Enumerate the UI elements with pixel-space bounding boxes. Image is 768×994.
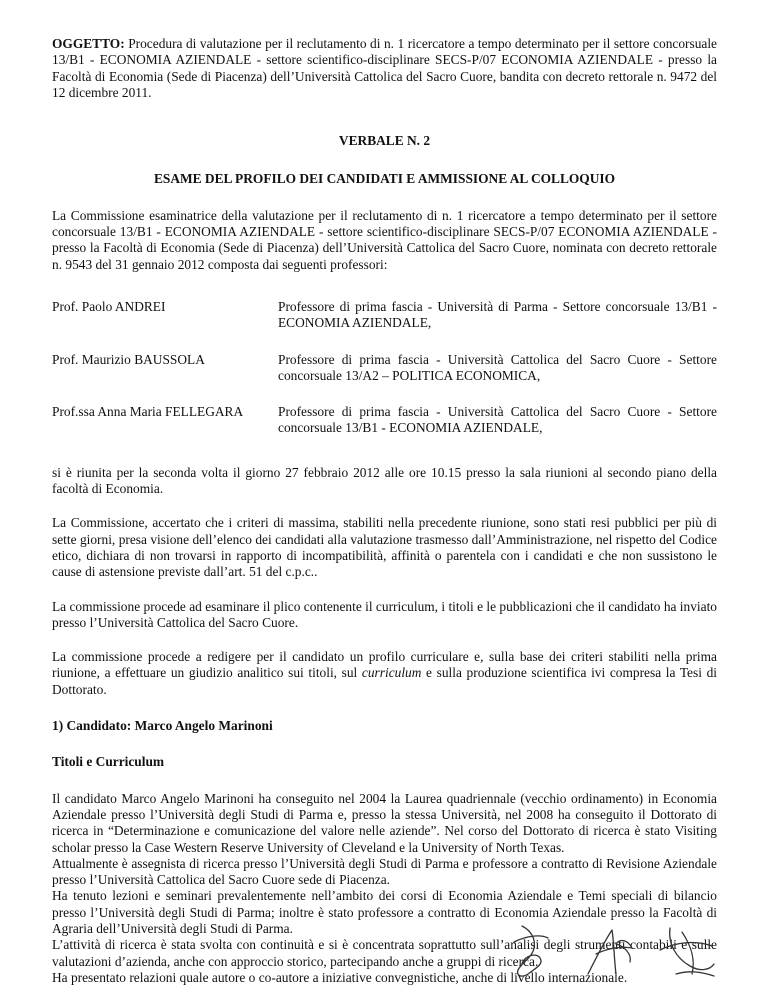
profile-text-before: La commissione procede a redigere per il candidato un profilo curriculare e, sulla base dei criteri stabiliti nella prima riunione, a effettuare un giudizio analitico sui titoli, sul	[52, 649, 717, 681]
signature-2-icon	[588, 930, 632, 974]
member-role: Professore di prima fascia - Università Cattolica del Sacro Cuore - Settore concorsuale 13/A2 – POLITICA ECONOMICA,	[278, 351, 717, 383]
verbale-subtitle: ESAME DEL PROFILO DEI CANDIDATI E AMMISSIONE AL COLLOQUIO	[153, 171, 616, 187]
profile-text-italic: curriculum	[361, 665, 422, 681]
cv-line: Il candidato Marco Angelo Marinoni ha conseguito nel 2004 la Laurea quadriennale (vecchio ordinamento) in Economia Aziendale presso l’Università degli Studi di Parma e, presso la stessa Università, nel 2008 ha conseguito il Dottorato di ricerca in “Determinazione e comunicazione del valore nelle aziende”. Nel corso del Dottorato di ricerca è stato Visiting scholar presso la Case Western Reserve University of Cleveland e la University of North Texas.	[52, 790, 717, 855]
member-role: Professore di prima fascia - Università Cattolica del Sacro Cuore - Settore concorsuale 13/B1 - ECONOMIA AZIENDALE,	[278, 404, 717, 436]
oggetto-label: OGGETTO:	[52, 36, 125, 51]
meeting-paragraph: si è riunita per la seconda volta il giorno 27 febbraio 2012 alle ore 10.15 presso la sala riunioni al secondo piano della facoltà di Economia.	[52, 464, 717, 497]
profile-text-after: e sulla produzione scientifica ivi compresa la Tesi di Dottorato.	[52, 665, 717, 697]
verbale-title: VERBALE N. 2	[338, 133, 431, 149]
cv-line: L’attività di ricerca è stata svolta con continuità e si è concentrata soprattutto sull’analisi degli strumenti contabili e sulle valutazioni d’azienda, anche con approccio storico, partecipando anche a gruppi di ricerca.	[52, 937, 717, 969]
profile-paragraph	[52, 649, 717, 698]
cv-line: Ha tenuto lezioni e seminari prevalentemente nell’ambito dei corsi di Economia Aziendale e Temi speciali di bilancio presso l’Università degli Studi di Parma; inoltre è stato professore a contratto di Economia Aziendale presso la Facoltà di Agraria dell’Università degli Studi di Parma.	[52, 888, 717, 936]
member-name: Prof. Paolo ANDREI	[52, 298, 166, 314]
commission-members	[52, 299, 717, 437]
candidate-heading: 1) Candidato: Marco Angelo Marinoni	[52, 718, 273, 734]
oggetto-text: Procedura di valutazione per il reclutamento di n. 1 ricercatore a tempo determinato per il settore concorsuale 13/B1 - ECONOMIA AZIENDALE - settore scientifico-disciplinare SECS-P/07 ECONOMIA AZIENDALE - presso la Facoltà di Economia (Sede di Piacenza) dell’Università Cattolica del Sacro Cuore, bandita con decreto rettorale n. 9472 del 12 dicembre 2011.	[52, 36, 717, 100]
section-heading: Titoli e Curriculum	[52, 754, 165, 770]
cv-line: Attualmente è assegnista di ricerca presso l’Università degli Studi di Parma e professore a contratto di Revisione Aziendale presso l’Università Cattolica del Sacro Cuore sede di Piacenza.	[52, 855, 717, 888]
commission-paragraph: La Commissione, accertato che i criteri di massima, stabiliti nella precedente riunione, sono stati resi pubblici per più di sette giorni, presa visione dell’elenco dei candidati alla valutazione trasmesso dall’Amministrazione, nel rispetto del Codice etico, dichiara di non trovarsi in rapporto di incompatibilità, affinità o parentela con i candidati e che non sussistono le cause di astensione previste dall’art. 51 del c.p.c..	[52, 515, 717, 580]
oggetto-paragraph	[52, 36, 717, 101]
plico-paragraph: La commissione procede ad esaminare il plico contenente il curriculum, i titoli e le pubblicazioni che il candidato ha inviato presso l’Università Cattolica del Sacro Cuore.	[52, 598, 717, 630]
member-role: Professore di prima fascia - Università di Parma - Settore concorsuale 13/B1 - ECONOMIA AZIENDALE,	[278, 298, 717, 331]
signature-1-icon	[514, 926, 548, 976]
intro-paragraph: La Commissione esaminatrice della valutazione per il reclutamento di n. 1 ricercatore a tempo determinato per il settore concorsuale 13/B1 - ECONOMIA AZIENDALE - settore scientifico-disciplinare SECS-P/07 ECONOMIA AZIENDALE - presso la Facoltà di Economia (Sede di Piacenza) dell’Università Cattolica del Sacro Cuore, nominata con decreto rettorale n. 9543 del 31 gennaio 2012 composta dai seguenti professori:	[52, 207, 717, 272]
signature-3-icon	[660, 928, 714, 976]
member-name: Prof.ssa Anna Maria FELLEGARA	[52, 404, 244, 420]
member-row	[52, 404, 717, 437]
member-name: Prof. Maurizio BAUSSOLA	[52, 351, 205, 367]
member-row	[52, 299, 717, 332]
signatures	[500, 918, 720, 986]
member-row	[52, 352, 717, 385]
cv-line: Ha presentato relazioni quale autore o co-autore a iniziative convegnistiche, anche di livello internazionale.	[52, 969, 628, 985]
